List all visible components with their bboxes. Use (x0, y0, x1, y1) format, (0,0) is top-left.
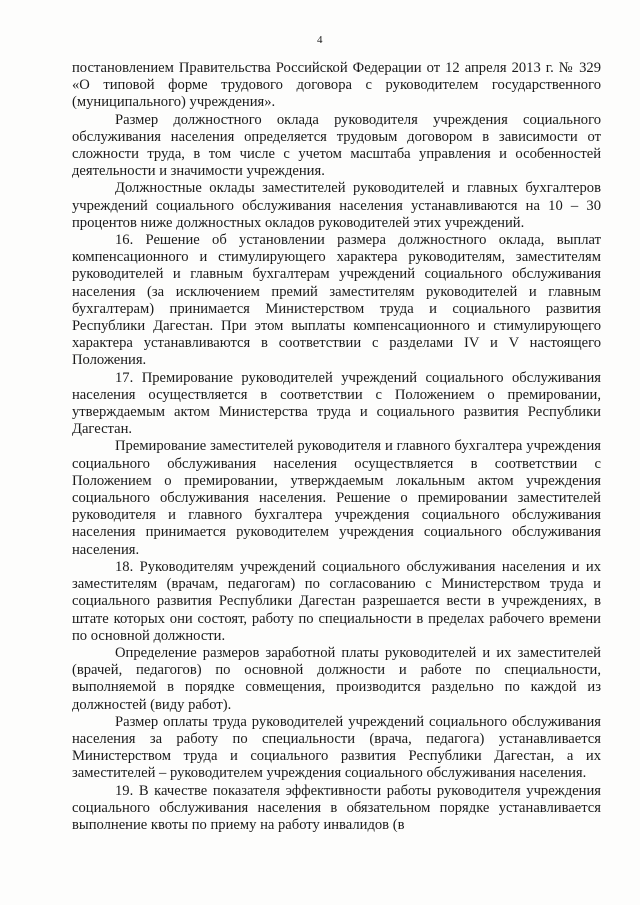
paragraph-17: 17. Премирование руководителей учреждений социального обслуживания населения осуществляется в соответствии с Положением о премировании, утверждаемым актом Министерства труда и социального развития Республики Дагестан. (72, 369, 601, 438)
page-number: 4 (317, 34, 323, 46)
paragraph-deputy-salary: Должностные оклады заместителей руководителей и главных бухгалтеров учреждений социального обслуживания населения устанавливаются на 10 – 30 процентов ниже должностных окладов руководителей этих учреждений. (72, 180, 601, 231)
paragraph-18: 18. Руководителям учреждений социального обслуживания населения и их заместителям (врачам, педагогам) по согласованию с Министерством труда и социального развития Республики Дагестан разрешается вести в учреждениях, в штате которых они состоят, работу по специальности в пределах рабочего времени по основной должности. (72, 558, 601, 644)
paragraph-manager-salary: Размер должностного оклада руководителя учреждения социального обслуживания населения определяется трудовым договором в зависимости от сложности труда, в том числе с учетом масштаба управления и особенностей деятельности и значимости учреждения. (72, 111, 601, 180)
document-body (72, 60, 601, 834)
paragraph-deputy-bonus: Премирование заместителей руководителя и главного бухгалтера учреждения социального обслуживания населения осуществляется в соответствии с Положением о премировании, утверждаемым локальным актом учреждения социального обслуживания населения. Решение о премировании заместителей руководителя и главного бухгалтера учреждения социального обслуживания населения принимается руководителем учреждения социального обслуживания населения. (72, 438, 601, 558)
paragraph-19: 19. В качестве показателя эффективности работы руководителя учреждения социального обслуживания населения в обязательном порядке устанавливается выполнение квоты по приему на работу инвалидов (в (72, 782, 601, 833)
paragraph-continuation: постановлением Правительства Российской Федерации от 12 апреля 2013 г. № 329 «О типовой форме трудового договора с руководителем государственного (муниципального) учреждения». (72, 60, 601, 111)
paragraph-salary-determination: Определение размеров заработной платы руководителей и их заместителей (врачей, педагогов) по основной должности и работе по специальности, выполняемой в порядке совмещения, производится раздельно по каждой из должностей (виду работ). (72, 644, 601, 713)
paragraph-specialty-pay: Размер оплаты труда руководителей учреждений социального обслуживания населения за работу по специальности (врача, педагога) устанавливается Министерством труда и социального развития Республики Дагестан, а их заместителей – руководителем учреждения социального обслуживания населения. (72, 713, 601, 782)
paragraph-16: 16. Решение об установлении размера должностного оклада, выплат компенсационного и стимулирующего характера руководителям, заместителям руководителей и главным бухгалтерам учреждений социального обслуживания населения (за исключением премий заместителям руководителей и главным бухгалтерам) принимается Министерством труда и социального развития Республики Дагестан. При этом выплаты компенсационного и стимулирующего характера устанавливаются в соответствии с разделами IV и V настоящего Положения. (72, 232, 601, 369)
